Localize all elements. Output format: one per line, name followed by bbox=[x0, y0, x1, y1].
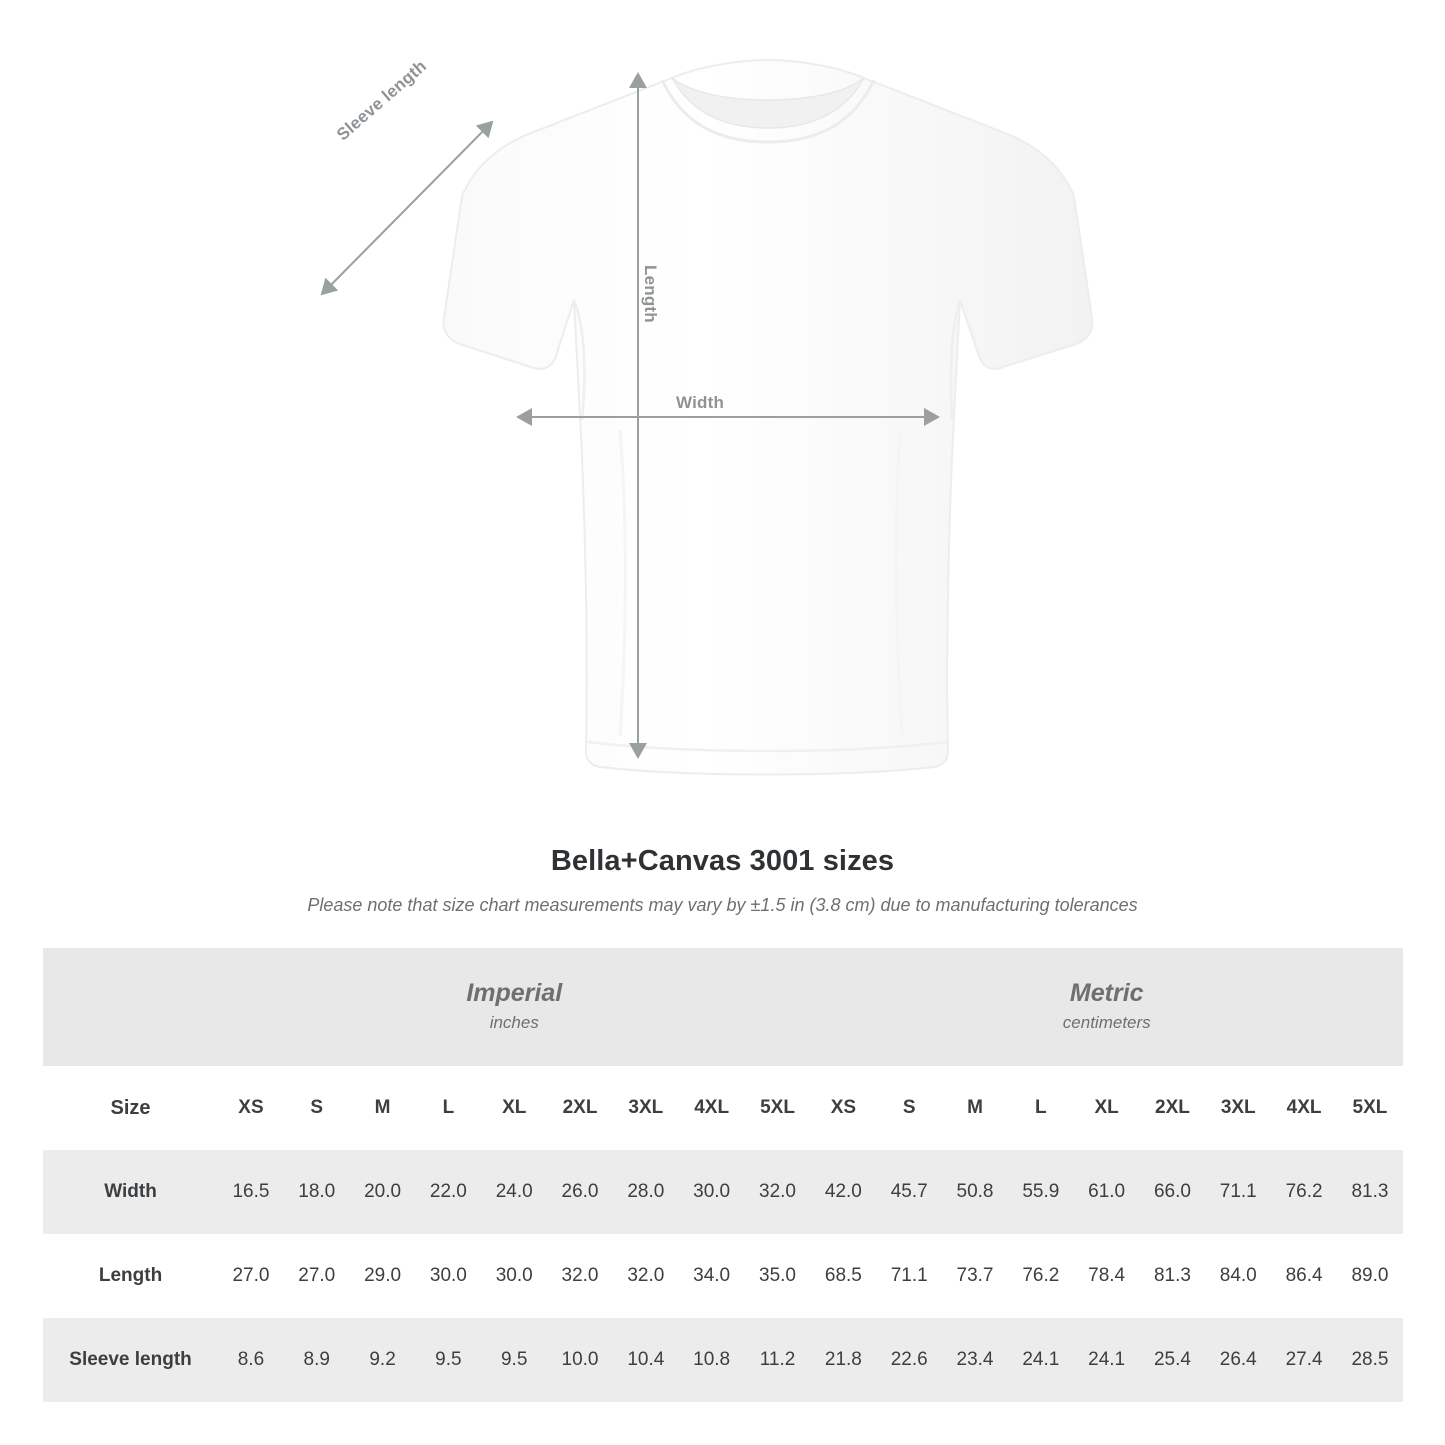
measurement-value: 26.4 bbox=[1205, 1318, 1271, 1402]
measurement-value: 42.0 bbox=[810, 1150, 876, 1234]
size-header-cell: XL bbox=[481, 1066, 547, 1150]
length-dimension-label: Length bbox=[641, 265, 660, 323]
measurement-value: 32.0 bbox=[613, 1234, 679, 1318]
measurement-value: 9.5 bbox=[481, 1318, 547, 1402]
table-row bbox=[43, 1318, 1403, 1402]
measurement-value: 26.0 bbox=[547, 1150, 613, 1234]
size-table-container bbox=[43, 948, 1403, 1402]
measurement-value: 30.0 bbox=[481, 1234, 547, 1318]
measurement-value: 8.9 bbox=[284, 1318, 350, 1402]
table-row bbox=[43, 1234, 1403, 1318]
size-header-cell: M bbox=[350, 1066, 416, 1150]
measurement-value: 20.0 bbox=[350, 1150, 416, 1234]
table-row bbox=[43, 1150, 1403, 1234]
size-header-label: Size bbox=[43, 1066, 218, 1150]
measurement-value: 30.0 bbox=[679, 1150, 745, 1234]
measurement-value: 9.2 bbox=[350, 1318, 416, 1402]
page-title: Bella+Canvas 3001 sizes bbox=[550, 845, 895, 877]
measurement-value: 78.4 bbox=[1074, 1234, 1140, 1318]
measurement-value: 76.2 bbox=[1008, 1234, 1074, 1318]
measurement-value: 22.0 bbox=[415, 1150, 481, 1234]
size-header-cell: 3XL bbox=[613, 1066, 679, 1150]
measurement-value: 30.0 bbox=[415, 1234, 481, 1318]
measurement-value: 32.0 bbox=[547, 1234, 613, 1318]
measurement-label: Width bbox=[43, 1150, 218, 1234]
size-header-cell: 2XL bbox=[1140, 1066, 1206, 1150]
measurement-value: 35.0 bbox=[745, 1234, 811, 1318]
measurement-value: 73.7 bbox=[942, 1234, 1008, 1318]
measurement-value: 34.0 bbox=[679, 1234, 745, 1318]
measurement-value: 23.4 bbox=[942, 1318, 1008, 1402]
unit-group-sub: inches bbox=[489, 1013, 539, 1033]
measurement-value: 25.4 bbox=[1140, 1318, 1206, 1402]
size-header-cell: XL bbox=[1074, 1066, 1140, 1150]
measurement-value: 11.2 bbox=[745, 1318, 811, 1402]
size-header-cell: 2XL bbox=[547, 1066, 613, 1150]
measurement-value: 27.0 bbox=[284, 1234, 350, 1318]
measurement-value: 84.0 bbox=[1205, 1234, 1271, 1318]
measurement-value: 27.4 bbox=[1271, 1318, 1337, 1402]
size-header-cell: L bbox=[1008, 1066, 1074, 1150]
measurement-value: 68.5 bbox=[810, 1234, 876, 1318]
measurement-value: 10.4 bbox=[613, 1318, 679, 1402]
measurement-value: 24.1 bbox=[1008, 1318, 1074, 1402]
size-header-cell: XS bbox=[810, 1066, 876, 1150]
unit-header-row bbox=[43, 948, 1403, 1066]
unit-group-imperial bbox=[218, 948, 810, 1066]
measurement-value: 61.0 bbox=[1074, 1150, 1140, 1234]
size-header-cell: 4XL bbox=[1271, 1066, 1337, 1150]
measurement-value: 9.5 bbox=[415, 1318, 481, 1402]
sleeve-length-dimension-label: Sleeve length bbox=[333, 56, 431, 145]
measurement-label: Sleeve length bbox=[43, 1318, 218, 1402]
unit-group-name: Imperial bbox=[466, 978, 563, 1007]
measurement-value: 81.3 bbox=[1337, 1150, 1403, 1234]
size-header-cell: S bbox=[876, 1066, 942, 1150]
measurement-value: 81.3 bbox=[1140, 1234, 1206, 1318]
measurement-value: 24.1 bbox=[1074, 1318, 1140, 1402]
measurement-value: 16.5 bbox=[218, 1150, 284, 1234]
size-header-cell: 5XL bbox=[745, 1066, 811, 1150]
measurement-value: 24.0 bbox=[481, 1150, 547, 1234]
measurement-label: Length bbox=[43, 1234, 218, 1318]
measurement-value: 50.8 bbox=[942, 1150, 1008, 1234]
title-block bbox=[0, 845, 1445, 916]
measurement-value: 76.2 bbox=[1271, 1150, 1337, 1234]
unit-group-metric bbox=[810, 948, 1403, 1066]
size-header-cell: S bbox=[284, 1066, 350, 1150]
unit-group-sub: centimeters bbox=[1062, 1013, 1151, 1033]
size-header-cell: 4XL bbox=[679, 1066, 745, 1150]
unit-header-spacer bbox=[43, 948, 218, 1066]
measurement-value: 21.8 bbox=[810, 1318, 876, 1402]
measurement-value: 45.7 bbox=[876, 1150, 942, 1234]
size-table bbox=[43, 948, 1403, 1402]
measurement-value: 18.0 bbox=[284, 1150, 350, 1234]
size-header-cell: 3XL bbox=[1205, 1066, 1271, 1150]
unit-group-name: Metric bbox=[1069, 978, 1144, 1007]
width-dimension-label: Width bbox=[676, 393, 725, 412]
size-header-row bbox=[43, 1066, 1403, 1150]
page-subtitle: Please note that size chart measurements may vary by ±1.5 in (3.8 cm) due to manufacturing tolerances bbox=[307, 895, 1138, 915]
measurement-value: 29.0 bbox=[350, 1234, 416, 1318]
size-header-cell: L bbox=[415, 1066, 481, 1150]
size-header-cell: XS bbox=[218, 1066, 284, 1150]
measurement-value: 10.0 bbox=[547, 1318, 613, 1402]
measurement-value: 71.1 bbox=[1205, 1150, 1271, 1234]
measurement-value: 28.0 bbox=[613, 1150, 679, 1234]
measurement-value: 10.8 bbox=[679, 1318, 745, 1402]
size-header-cell: 5XL bbox=[1337, 1066, 1403, 1150]
measurement-value: 8.6 bbox=[218, 1318, 284, 1402]
measurement-value: 86.4 bbox=[1271, 1234, 1337, 1318]
measurement-value: 32.0 bbox=[745, 1150, 811, 1234]
measurement-value: 27.0 bbox=[218, 1234, 284, 1318]
measurement-value: 89.0 bbox=[1337, 1234, 1403, 1318]
measurement-value: 71.1 bbox=[876, 1234, 942, 1318]
measurement-value: 55.9 bbox=[1008, 1150, 1074, 1234]
size-header-cell: M bbox=[942, 1066, 1008, 1150]
measurement-value: 22.6 bbox=[876, 1318, 942, 1402]
measurement-value: 28.5 bbox=[1337, 1318, 1403, 1402]
measurement-value: 66.0 bbox=[1140, 1150, 1206, 1234]
